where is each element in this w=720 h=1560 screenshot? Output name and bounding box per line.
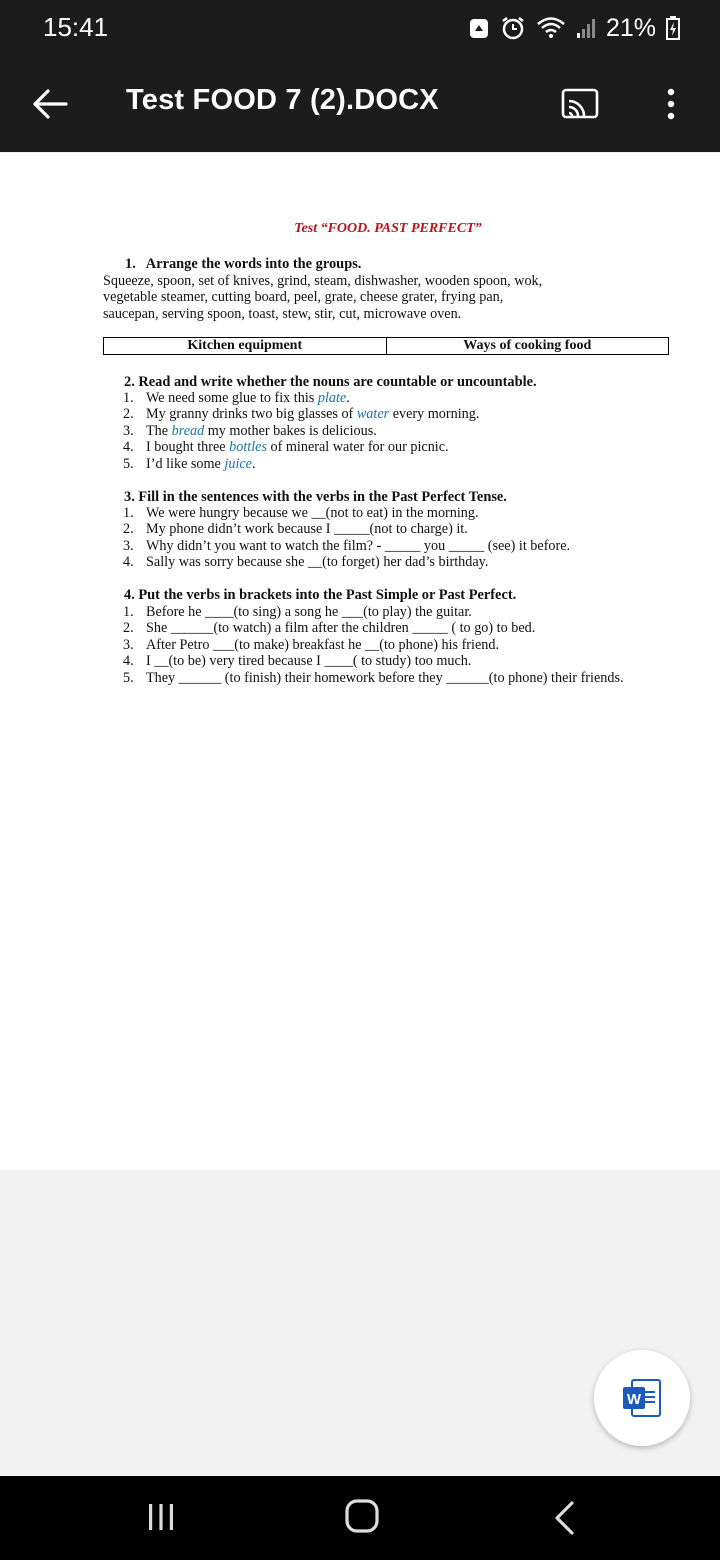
item-text: I __(to be) very tired because I ____( to study) too much. xyxy=(146,653,472,670)
highlighted-noun: juice xyxy=(224,455,252,472)
word-icon xyxy=(620,1376,664,1420)
groups-table xyxy=(103,337,669,355)
list-item xyxy=(123,554,673,570)
recycle-notification-icon xyxy=(468,16,490,40)
item-text: She ______(to watch) a film after the children _____ ( to go) to bed. xyxy=(146,620,536,637)
back-arrow-icon[interactable] xyxy=(28,82,72,126)
list-item xyxy=(123,390,673,406)
table-header-ways-of-cooking: Ways of cooking food xyxy=(386,338,669,355)
list-item xyxy=(123,670,673,686)
list-item xyxy=(123,620,673,636)
item-number: 2. xyxy=(123,521,134,538)
battery-percent: 21% xyxy=(605,13,656,42)
status-bar xyxy=(0,0,720,56)
item-text: my mother bakes is delicious. xyxy=(204,422,377,439)
item-text: Before he ____(to sing) a song he ___(to play) the guitar. xyxy=(146,604,472,620)
highlighted-noun: bottles xyxy=(229,439,267,456)
item-text: The xyxy=(146,422,172,439)
section-4-title: 4. Put the verbs in brackets into the Past Simple or Past Perfect. xyxy=(124,587,517,603)
word-list-line: vegetable steamer, cutting board, peel, grate, cheese grater, frying pan, xyxy=(103,289,504,306)
item-number: 4. xyxy=(123,554,134,571)
home-icon[interactable] xyxy=(344,1498,380,1534)
item-text: After Petro ___(to make) breakfast he __(to phone) his friend. xyxy=(146,636,499,653)
item-text: Sally was sorry because she __(to forget) her dad’s birthday. xyxy=(146,554,489,571)
item-text: My phone didn’t work because I _____(not to charge) it. xyxy=(146,521,468,538)
item-number: 3. xyxy=(123,636,134,653)
table-header-kitchen-equipment: Kitchen equipment xyxy=(104,338,387,355)
item-number: 4. xyxy=(123,653,134,670)
item-text: I bought three xyxy=(146,439,230,456)
list-item xyxy=(123,423,673,439)
word-letter: W xyxy=(626,1391,642,1408)
wifi-icon xyxy=(536,16,566,40)
battery-charging-icon xyxy=(666,16,680,40)
list-item xyxy=(123,653,673,669)
back-nav-icon[interactable] xyxy=(552,1500,576,1536)
highlighted-noun: plate xyxy=(317,390,347,406)
signal-icon xyxy=(576,16,596,40)
item-number: 1. xyxy=(123,604,134,620)
highlighted-noun: water xyxy=(356,406,390,423)
list-item xyxy=(123,406,673,422)
word-list-line: Squeeze, spoon, set of knives, grind, steam, dishwasher, wooden spoon, wok, xyxy=(103,273,543,289)
highlighted-noun: bread xyxy=(171,422,205,439)
recent-apps-icon[interactable] xyxy=(146,1500,176,1534)
item-number: 3. xyxy=(123,537,134,554)
item-text: We need some glue to fix this xyxy=(146,390,318,406)
section-4-list xyxy=(123,604,673,686)
list-item xyxy=(123,538,673,554)
list-item xyxy=(123,456,673,472)
document-page[interactable] xyxy=(0,153,720,1170)
item-number: 3. xyxy=(123,422,134,439)
item-number: 4. xyxy=(123,439,134,456)
section-1-title xyxy=(125,256,361,272)
item-text: Why didn’t you want to watch the film? - _____ you _____ (see) it before. xyxy=(146,537,571,554)
item-text: We were hungry because we __(not to eat) in the morning. xyxy=(146,505,479,521)
navigation-bar xyxy=(0,1476,720,1560)
section-1-title-text: Arrange the words into the groups. xyxy=(145,256,362,272)
item-number: 1. xyxy=(123,505,134,521)
item-text: They ______ (to finish) their homework before they ______(to phone) their friends. xyxy=(146,669,624,686)
item-number: 2. xyxy=(123,620,134,637)
list-item xyxy=(123,637,673,653)
section-2-list xyxy=(123,390,673,472)
item-text: . xyxy=(251,455,256,472)
section-3-title: 3. Fill in the sentences with the verbs in the Past Perfect Tense. xyxy=(124,489,507,505)
list-item xyxy=(123,521,673,537)
item-number: 5. xyxy=(123,455,134,472)
status-time: 15:41 xyxy=(43,12,109,42)
section-1-number: 1. xyxy=(125,256,136,272)
word-list-line: saucepan, serving spoon, toast, stew, stir, cut, microwave oven. xyxy=(103,305,462,322)
section-2-title: 2. Read and write whether the nouns are countable or uncountable. xyxy=(124,374,537,390)
status-icons xyxy=(468,12,680,44)
test-heading: Test “FOOD. PAST PERFECT” xyxy=(294,221,482,236)
item-text: every morning. xyxy=(389,406,480,423)
item-text: of mineral water for our picnic. xyxy=(266,439,449,456)
item-text: . xyxy=(346,390,350,406)
cast-icon[interactable] xyxy=(560,86,600,122)
item-number: 1. xyxy=(123,390,134,406)
list-item xyxy=(123,505,673,521)
list-item xyxy=(123,439,673,455)
section-3-list xyxy=(123,505,673,571)
item-text: My granny drinks two big glasses of xyxy=(146,406,357,423)
word-list xyxy=(103,273,673,322)
more-options-icon[interactable] xyxy=(656,84,686,124)
open-in-word-button[interactable] xyxy=(594,1350,690,1446)
item-number: 2. xyxy=(123,406,134,423)
list-item xyxy=(123,604,673,620)
app-bar xyxy=(0,56,720,152)
item-text: I’d like some xyxy=(146,455,225,472)
item-number: 5. xyxy=(123,669,134,686)
alarm-icon xyxy=(500,15,526,41)
document-title: Test FOOD 7 (2).DOCX xyxy=(126,84,439,116)
